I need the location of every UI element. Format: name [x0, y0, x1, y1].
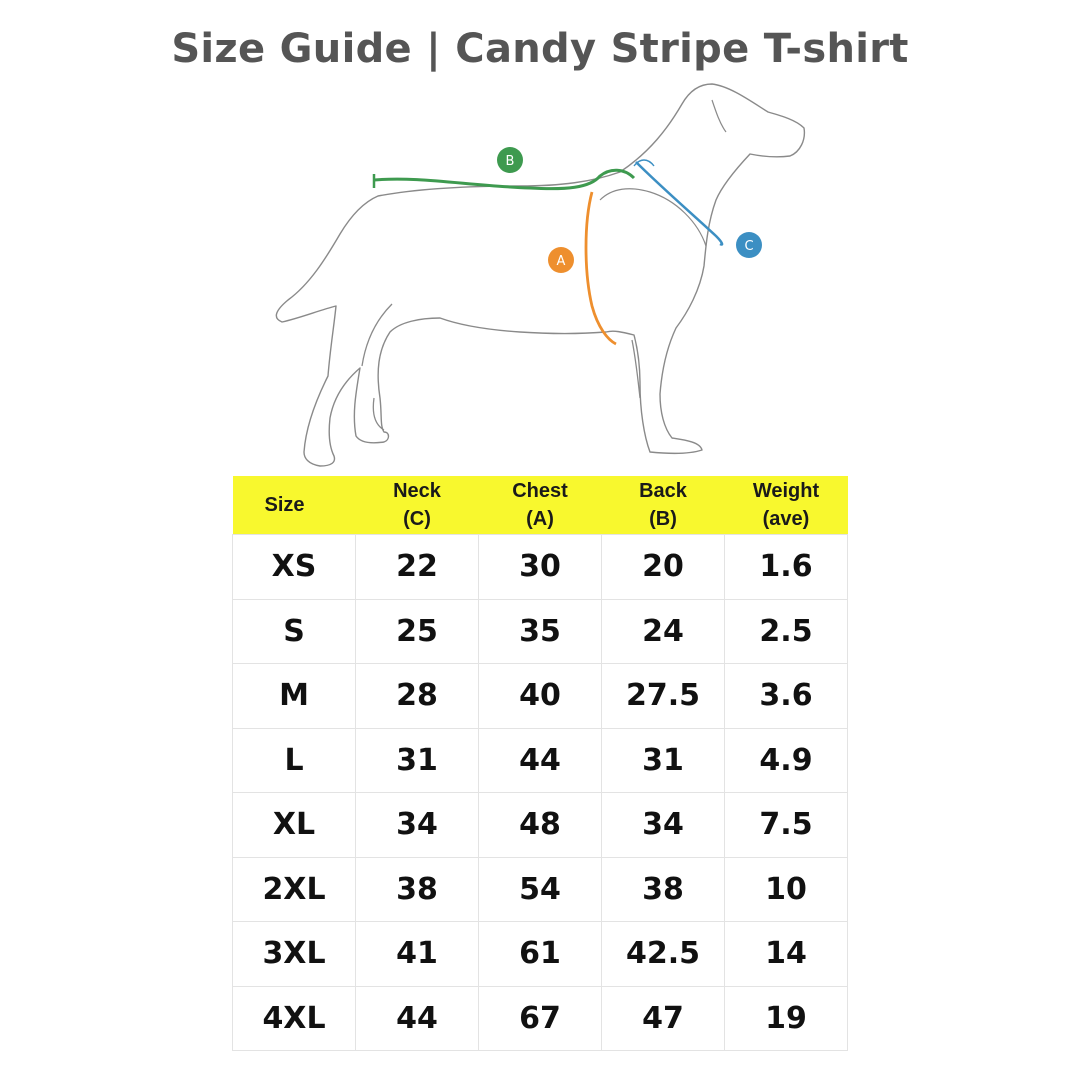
marker-b — [497, 147, 523, 173]
header-back — [602, 476, 725, 535]
cell-chest: 40 — [479, 664, 602, 729]
cell-back: 38 — [602, 857, 725, 922]
cell-chest: 61 — [479, 922, 602, 987]
cell-weight: 2.5 — [725, 599, 848, 664]
table-row — [233, 535, 848, 600]
cell-back: 47 — [602, 986, 725, 1051]
neck-measure-line — [636, 162, 722, 245]
cell-neck: 44 — [356, 986, 479, 1051]
cell-back: 31 — [602, 728, 725, 793]
dog-diagram — [250, 70, 830, 480]
cell-back: 42.5 — [602, 922, 725, 987]
table-row — [233, 986, 848, 1051]
marker-a-label: A — [556, 254, 566, 269]
neck-measure-back-line — [634, 160, 654, 166]
ear-line — [712, 100, 726, 132]
cell-back: 27.5 — [602, 664, 725, 729]
header-neck — [356, 476, 479, 535]
cell-back: 34 — [602, 793, 725, 858]
cell-chest: 48 — [479, 793, 602, 858]
cell-size: 4XL — [233, 986, 356, 1051]
header-neck-label: Neck — [393, 480, 441, 502]
cell-weight: 1.6 — [725, 535, 848, 600]
table-row — [233, 599, 848, 664]
cell-size: XS — [233, 535, 356, 600]
cell-weight: 4.9 — [725, 728, 848, 793]
header-back-label: Back — [639, 480, 687, 502]
header-size — [233, 476, 356, 535]
chest-fold-line — [600, 189, 706, 246]
table-row — [233, 728, 848, 793]
page-title: Size Guide | Candy Stripe T-shirt — [171, 26, 909, 72]
back-measure-line — [374, 170, 634, 188]
header-neck-code: (C) — [403, 508, 431, 530]
marker-c-label: C — [744, 239, 754, 254]
cell-weight: 3.6 — [725, 664, 848, 729]
cell-weight: 7.5 — [725, 793, 848, 858]
header-back-code: (B) — [649, 508, 677, 530]
cell-chest: 44 — [479, 728, 602, 793]
cell-chest: 67 — [479, 986, 602, 1051]
dog-body-outline — [276, 84, 804, 466]
cell-weight: 14 — [725, 922, 848, 987]
cell-size: L — [233, 728, 356, 793]
cell-size: XL — [233, 793, 356, 858]
cell-neck: 28 — [356, 664, 479, 729]
table-row — [233, 922, 848, 987]
cell-weight: 19 — [725, 986, 848, 1051]
marker-a — [548, 247, 574, 273]
size-table — [232, 476, 848, 1051]
header-chest-code: (A) — [526, 508, 554, 530]
cell-chest: 54 — [479, 857, 602, 922]
cell-neck: 34 — [356, 793, 479, 858]
table-row — [233, 857, 848, 922]
header-chest — [479, 476, 602, 535]
cell-neck: 38 — [356, 857, 479, 922]
cell-size: 2XL — [233, 857, 356, 922]
marker-c — [736, 232, 762, 258]
chest-measure-line — [586, 192, 616, 344]
header-chest-label: Chest — [512, 480, 568, 502]
marker-b-label: B — [505, 154, 515, 169]
cell-neck: 41 — [356, 922, 479, 987]
cell-size: M — [233, 664, 356, 729]
cell-chest: 30 — [479, 535, 602, 600]
cell-back: 20 — [602, 535, 725, 600]
cell-neck: 25 — [356, 599, 479, 664]
cell-neck: 22 — [356, 535, 479, 600]
header-weight — [725, 476, 848, 535]
table-row — [233, 793, 848, 858]
cell-size: S — [233, 599, 356, 664]
header-weight-code: (ave) — [762, 508, 810, 530]
cell-size: 3XL — [233, 922, 356, 987]
cell-back: 24 — [602, 599, 725, 664]
dog-outline-svg — [250, 70, 830, 480]
cell-weight: 10 — [725, 857, 848, 922]
table-header-row — [233, 476, 848, 535]
header-weight-label: Weight — [752, 480, 820, 502]
cell-chest: 35 — [479, 599, 602, 664]
table-row — [233, 664, 848, 729]
cell-neck: 31 — [356, 728, 479, 793]
header-size-label: Size — [264, 494, 305, 516]
